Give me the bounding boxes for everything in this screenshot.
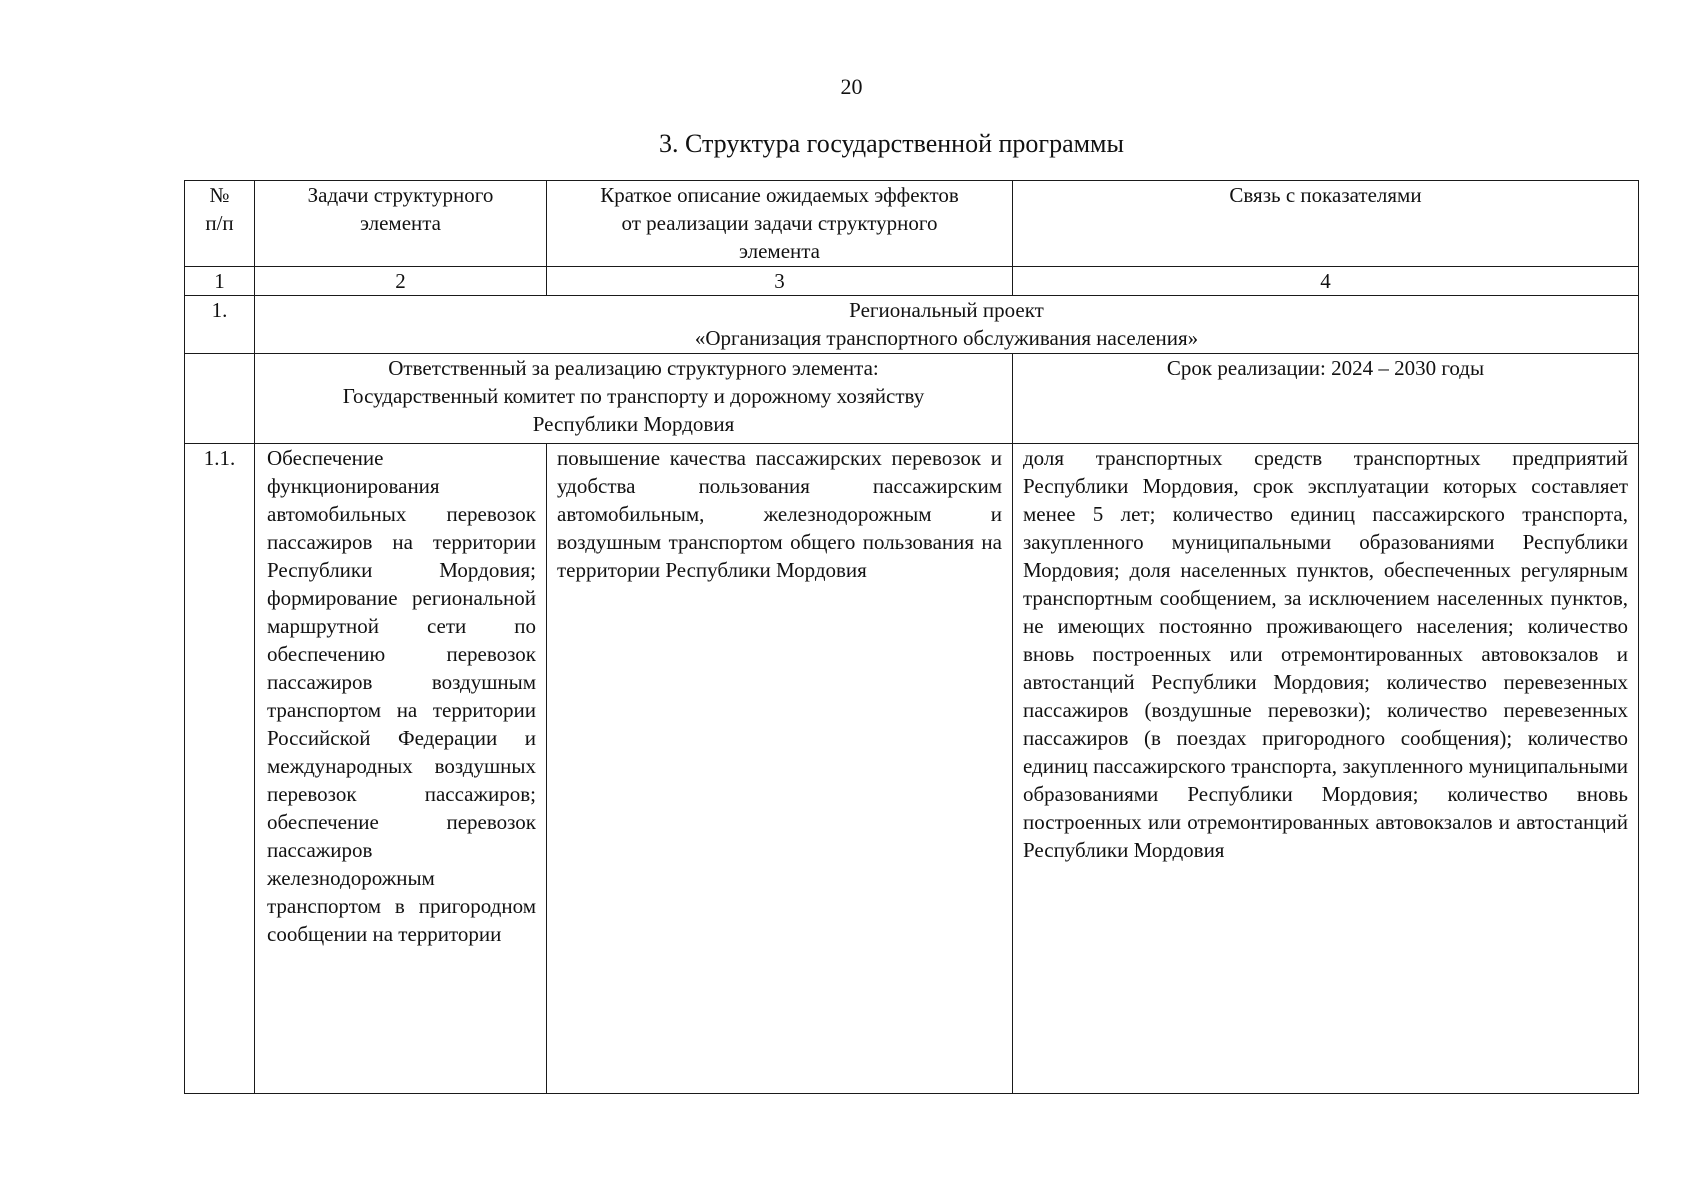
header-effects [547, 181, 1013, 267]
header-effects-line1: Краткое описание ожидаемых эффектов [600, 183, 959, 207]
task-description: Обеспечение функционирования автомобильных перевозок пассажиров на территории Республики Мордовия; формирование региональной маршрутной сети по обеспечению перевозок пассажиров воздушным транспортом на территории Российской Федерации и международных воздушных перевозок пассажиров; обеспечение перевозок пассажиров железнодорожным транспортом в пригородном сообщении на территории [255, 444, 547, 1094]
header-num-line1: № [209, 183, 230, 207]
program-structure-table [184, 180, 1639, 1094]
header-indicators: Связь с показателями [1013, 181, 1639, 267]
responsible-line1: Ответственный за реализацию структурного элемента: [388, 356, 879, 380]
column-number-2: 2 [255, 267, 547, 296]
project-row [185, 296, 1639, 354]
responsible-entity [255, 354, 1013, 444]
header-effects-line3: элемента [738, 239, 821, 263]
responsible-line2: Государственный комитет по транспорту и дорожному хозяйству [342, 384, 925, 408]
column-number-4: 4 [1013, 267, 1639, 296]
task-number: 1.1. [185, 444, 255, 1094]
responsible-row [185, 354, 1639, 444]
header-num-line2: п/п [205, 211, 234, 235]
page-title: 3. Структура государственной программы [659, 129, 1124, 158]
responsible-line3: Республики Мордовия [532, 412, 735, 436]
implementation-term: Срок реализации: 2024 – 2030 годы [1013, 354, 1639, 444]
header-tasks-line1: Задачи структурного [307, 183, 494, 207]
project-title-line2: «Организация транспортного обслуживания населения» [694, 326, 1199, 350]
page-number: 20 [840, 74, 863, 99]
task-indicators: доля транспортных средств транспортных предприятий Республики Мордовия, срок эксплуатации которых составляет менее 5 лет; количество единиц пассажирского транспорта, закупленного муниципальными образованиями Республики Мордовия; доля населенных пунктов, обеспеченных регулярным транспортным сообщением, за исключением населенных пунктов, не имеющих постоянно проживающего населения; количество вновь построенных или отремонтированных автовокзалов и автостанций Республики Мордовия; количество перевезенных пассажиров (воздушные перевозки); количество перевезенных пассажиров (в поездах пригородного сообщения); количество единиц пассажирского транспорта, закупленного муниципальными образованиями Республики Мордовия; количество вновь построенных или отремонтированных автовокзалов и автостанций Республики Мордовия [1013, 444, 1639, 1094]
column-number-1: 1 [185, 267, 255, 296]
project-title-line1: Региональный проект [849, 298, 1044, 322]
column-number-row [185, 267, 1639, 296]
project-title [255, 296, 1639, 354]
responsible-empty-cell [185, 354, 255, 444]
header-effects-line2: от реализации задачи структурного [621, 211, 938, 235]
table-header-row [185, 181, 1639, 267]
header-num [185, 181, 255, 267]
task-row [185, 444, 1639, 1094]
task-effects: повышение качества пассажирских перевозок и удобства пользования пассажирским автомобильным, железнодорожным и воздушным транспортом общего пользования на территории Республики Мордовия [547, 444, 1013, 1094]
header-tasks-line2: элемента [359, 211, 442, 235]
project-number: 1. [185, 296, 255, 354]
header-tasks [255, 181, 547, 267]
column-number-3: 3 [547, 267, 1013, 296]
